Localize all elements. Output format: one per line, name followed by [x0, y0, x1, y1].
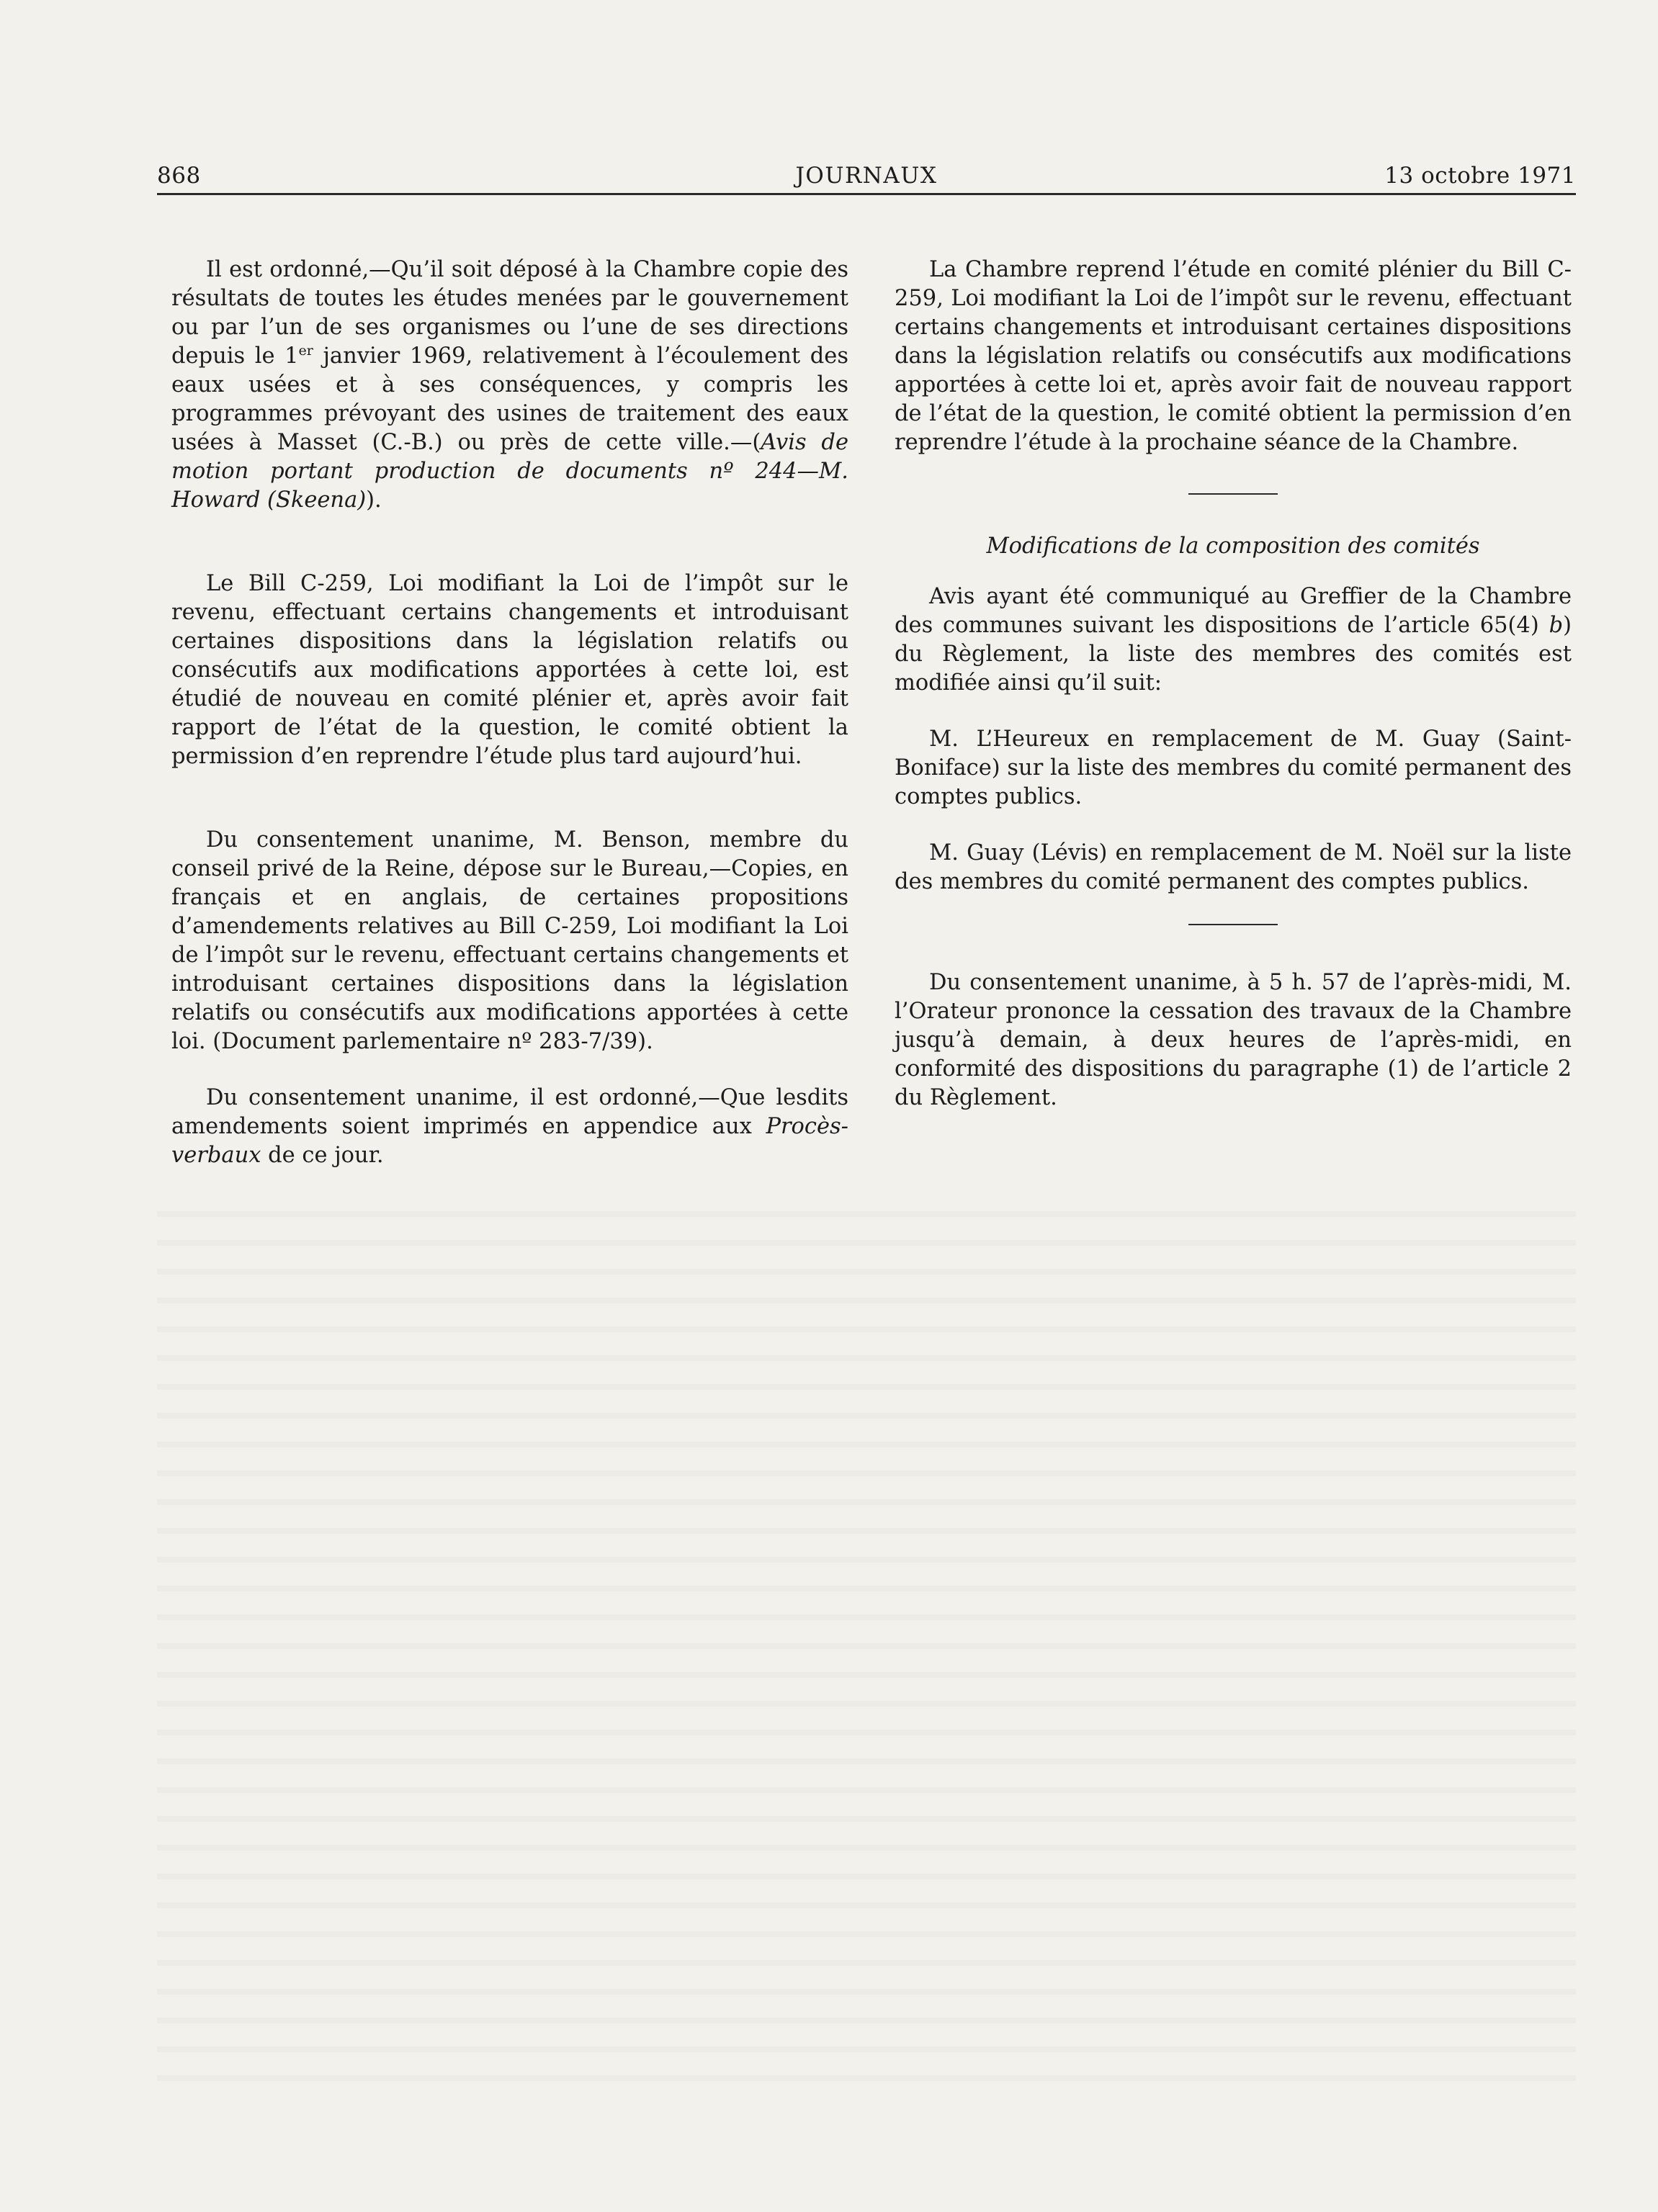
italic-citation: Avis de motion portant production de documents nº 244—M. Howard (Skeena) — [171, 430, 848, 513]
section-heading: Modifications de la composition des comités — [986, 534, 1480, 559]
paragraph-lheureux-replacement: M. L’Heureux en remplacement de M. Guay (Saint-Boniface) sur la liste des membres du comité permanent des comptes publics. — [895, 727, 1572, 809]
section-separator — [1188, 493, 1278, 495]
paragraph-benson-tabling: Du consentement unanime, M. Benson, membre du conseil privé de la Reine, dépose sur le Bureau,—Copies, en français et en anglais, de certaines propositions d’amendements relatives au Bill C-259, Loi modifiant la Loi de l’impôt sur le revenu, effectuant certains changements et introduisant certaines dispositions dans la législation relatifs ou consécutifs aux modifications apportées à cette loi. (Document parlementaire nº 283-7/39). — [171, 827, 848, 1054]
italic-letter: b — [1549, 613, 1564, 638]
text-segment: Du consentement unanime, il est ordonné,—Que lesdits amendements soient imprimés en appendice aux — [171, 1085, 848, 1139]
page-title: JOURNAUX — [795, 163, 938, 189]
right-column — [895, 256, 1572, 1112]
paragraph-bill-c259: Le Bill C-259, Loi modifiant la Loi de l’impôt sur le revenu, effectuant certains changements et introduisant certaines dispositions dans la législation relatifs ou consécutifs aux modifications apportées à cette loi, est étudié de nouveau en comité plénier et, après avoir fait rapport de l’état de la question, le comité obtient la permission d’en reprendre l’étude plus tard aujourd’hui. — [171, 571, 848, 769]
text-segment: janvier 1969, relativement à l’écoulement des eaux usées et à ses conséquences, y compris les programmes prévoyant des usines de traitement des eaux usées à Masset (C.-B.) ou près de cette ville.—( — [171, 343, 848, 455]
text-segment: ) du Règlement, la liste des membres des comités est modifiée ainsi qu’il suit: — [895, 613, 1572, 696]
text-segment: de ce jour. — [261, 1143, 384, 1168]
italic-term: Procès-verbaux — [171, 1114, 848, 1168]
paragraph-amendments-printed — [171, 1084, 848, 1170]
page-date: 13 octobre 1971 — [1384, 163, 1576, 189]
section-separator — [1188, 924, 1278, 925]
superscript: er — [298, 342, 313, 359]
paragraph-committee-resumes: La Chambre reprend l’étude en comité plénier du Bill C-259, Loi modifiant la Loi de l’impôt sur le revenu, effectuant certains changements et introduisant certaines dispositions dans la législation relatifs ou consécutifs aux modifications apportées à cette loi et, après avoir fait de nouveau rapport de l’état de la question, le comité obtient la permission d’en reprendre l’étude à la prochaine séance de la Chambre. — [895, 257, 1572, 455]
page-header — [157, 163, 1576, 194]
text-segment: Avis ayant été communiqué au Greffier de la Chambre des communes suivant les dispositions de l’article 65(4) — [895, 584, 1572, 638]
page-number: 868 — [157, 163, 201, 189]
text-segment: ). — [366, 487, 382, 513]
paragraph-guay-replacement: M. Guay (Lévis) en remplacement de M. Noël sur la liste des membres du comité permanent des comptes publics. — [895, 840, 1572, 894]
show-through-background — [157, 1195, 1576, 2088]
paragraph-adjournment: Du consentement unanime, à 5 h. 57 de l’après-midi, M. l’Orateur prononce la cessation des travaux de la Chambre jusqu’à demain, à deux heures de l’après-midi, en conformité des dispositions du paragraphe (1) de l’article 2 du Règlement. — [895, 970, 1572, 1110]
text-segment: Il est ordonné,—Qu’il soit déposé à la Chambre copie des résultats de toutes les études menées par le gouvernement ou par l’un de ses organismes ou l’une de ses directions depuis le 1 — [171, 257, 848, 369]
left-column — [171, 256, 848, 1170]
paragraph-order-documents — [171, 256, 848, 515]
paragraph-notice-clerk — [895, 583, 1572, 698]
header-rule — [157, 193, 1576, 195]
